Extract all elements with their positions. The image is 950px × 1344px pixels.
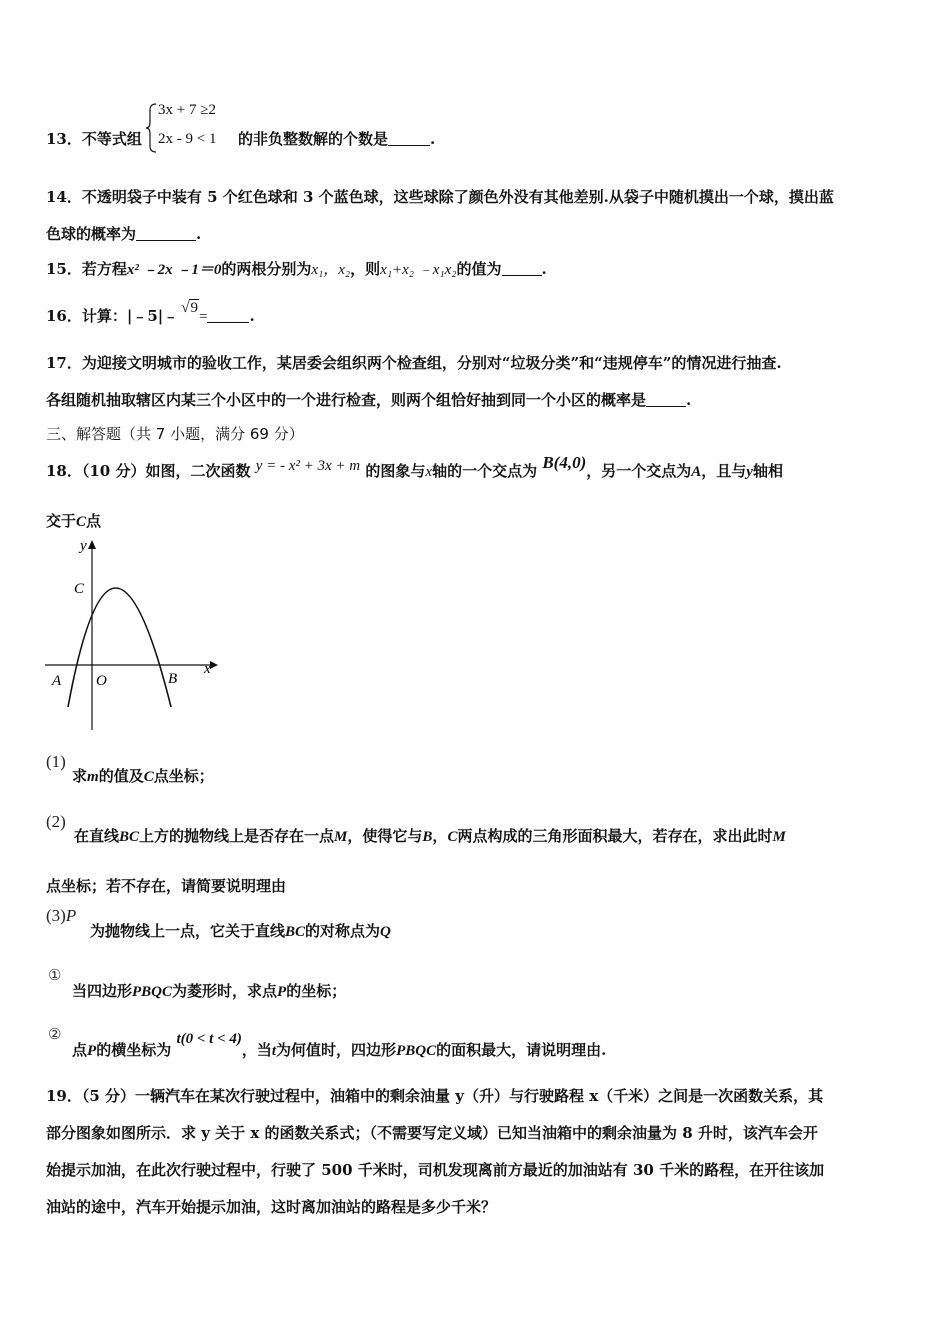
q18-line-1 [46, 453, 783, 481]
q18-part2-e: 两点构成的三角形面积最大，若存在，求出此时 [457, 827, 773, 845]
q15-middle: 的两根分别为 [221, 260, 312, 278]
q16-line [46, 300, 255, 326]
q17-line-1: 17．为迎接文明城市的验收工作，某居委会组织两个检查组，分别对“垃圾分类”和“违规停车”的情况进行抽查. [46, 354, 782, 372]
q17-end: . [686, 391, 692, 409]
q18-sub2-e: 的面积最大，请说明理由. [436, 1041, 607, 1059]
q18-line-2-b: 点 [86, 512, 102, 530]
q18-sub2-c: ，当 [241, 1041, 272, 1059]
q15-expression: x₁+x₂ ﹣x₁x₂ [380, 262, 457, 278]
graph-label-a: A [52, 673, 62, 689]
q13-line [46, 128, 142, 149]
q18-part1-m: m [87, 769, 99, 785]
q19-line-1: 19．（5 分）一辆汽车在某次行驶过程中，油箱中的剩余油量 y（升）与行驶路程 x（千米）之间是一次函数关系，其 [46, 1087, 824, 1105]
q18-sub2-a: 点 [72, 1041, 88, 1059]
graph-x-arrow [210, 661, 218, 669]
q18-sub1-c: 的坐标； [286, 982, 347, 1000]
q18-mid2: 轴的一个交点为 [432, 462, 538, 480]
section-3-heading: 三、解答题（共 7 小题，满分 69 分） [46, 425, 304, 443]
q18-sub1-pbqc: PBQC [132, 984, 173, 1000]
q15-then: ，则 [350, 260, 381, 278]
q18-sub1-b: 为菱形时，求点 [172, 982, 278, 1000]
q19-line-4: 油站的途中，汽车开始提示加油，这时离加油站的路程是多少千米？ [46, 1198, 497, 1216]
q18-point-c: C [76, 514, 87, 530]
q18-part3-marker-text: (3) [46, 906, 66, 925]
q18-part3-line [90, 920, 391, 941]
q16-prefix: 16．计算：|﹣5|﹣ [46, 307, 179, 325]
q18-part2-bc: BC [119, 829, 140, 845]
graph-y-arrow [88, 540, 96, 549]
q18-sub2-line [72, 1031, 607, 1060]
q18-mid5: 轴相 [752, 462, 783, 480]
q15-line [46, 258, 547, 279]
q18-part3-b: 的对称点为 [305, 922, 381, 940]
q15-answer-blank [502, 261, 542, 276]
q16-equals: = [198, 309, 208, 325]
q18-sub1-a: 当四边形 [72, 982, 133, 1000]
q18-x-axis-label: x [425, 464, 433, 480]
q18-sub1-line [72, 980, 346, 1001]
q18-point-b: B(4,0) [542, 453, 587, 472]
q14-line-2-text: 色球的概率为 [46, 225, 137, 243]
q18-sub2-d: 为何值时，四边形 [276, 1041, 397, 1059]
q18-part2-b-point: B [422, 829, 433, 845]
q18-line-2-a: 交于 [46, 512, 77, 530]
q18-sub2-marker: ② [48, 1025, 62, 1043]
q18-part1-line [72, 765, 214, 786]
q18-prefix: 18．（10 分）如图，二次函数 [46, 462, 251, 480]
q15-suffix: 的值为 [456, 260, 502, 278]
q14-answer-blank [136, 226, 196, 241]
q18-part1-a: 求 [72, 767, 88, 785]
q19-line-3: 始提示加油，在此次行驶过程中，行驶了 500 千米时，司机发现离前方最近的加油站有 30 千米的路程，在开往该加 [46, 1161, 825, 1179]
q18-mid4: ，且与 [701, 462, 747, 480]
q18-part2-b: 上方的抛物线上是否存在一点 [139, 827, 335, 845]
q18-part2-c-point: C [447, 829, 458, 845]
q13-suffix: 的非负整数解的个数是 [238, 130, 389, 148]
q18-sub1-p: P [277, 984, 287, 1000]
q18-sub2-pbqc: PBQC [396, 1043, 437, 1059]
q18-part3-q: Q [380, 924, 391, 940]
q18-part2-line [74, 825, 786, 846]
q13-suffix-line [238, 128, 435, 149]
graph-label-x: x [204, 661, 211, 677]
graph-label-c: C [74, 581, 85, 597]
q17-line-2 [46, 389, 691, 410]
q16-end: . [249, 307, 255, 325]
q13-end: . [430, 130, 436, 148]
q18-part2-d: ， [432, 827, 448, 845]
q18-sub2-t: t [271, 1043, 277, 1059]
q18-sub2-p: P [87, 1043, 97, 1059]
q17-line-2-text: 各组随机抽取辖区内某三个小区中的一个进行检查，则两个组恰好抽到同一个小区的概率是 [46, 391, 647, 409]
q15-end: . [541, 260, 547, 278]
q18-part2-c: ，使得它与 [347, 827, 423, 845]
q15-equation: x² ﹣2x ﹣1＝0 [126, 262, 222, 278]
q18-part2-line-2: 点坐标；若不存在，请简要说明理由 [46, 877, 287, 895]
q18-part3-marker [46, 906, 76, 926]
q18-mid1: 的图象与 [365, 462, 426, 480]
q18-part3-p: P [65, 906, 77, 925]
q18-part2-a: 在直线 [74, 827, 120, 845]
q13-answer-blank [388, 131, 430, 146]
q18-mid3: ，另一个交点为 [586, 462, 692, 480]
graph-parabola [68, 588, 171, 707]
q18-part3-bc: BC [285, 924, 306, 940]
q18-function: y = - x² + 3x + m [255, 458, 361, 474]
q18-part1-c: 点坐标； [153, 767, 214, 785]
q18-sub1-marker: ① [48, 966, 62, 984]
q18-part1-marker: (1) [46, 752, 66, 771]
q18-part3-a: 为抛物线上一点，它关于直线 [90, 922, 286, 940]
q18-sub2-b: 的横坐标为 [96, 1041, 172, 1059]
q17-answer-blank [646, 392, 686, 407]
q14-line-2 [46, 223, 201, 244]
q19-line-2: 部分图象如图所示．求 y 关于 x 的函数关系式；（不需要写定义域）已知当油箱中的剩余油量为 8 升时，该汽车会开 [46, 1124, 818, 1142]
q16-sqrt: √9 [181, 300, 198, 316]
q15-prefix: 15．若方程 [46, 260, 127, 278]
graph-label-o: O [96, 673, 107, 689]
q18-line-2 [46, 510, 101, 531]
q18-sub2-range: t(0 < t < 4) [176, 1031, 242, 1047]
q18-part2-m2: M [772, 829, 786, 845]
q18-point-a: A [691, 464, 702, 480]
graph-label-y: y [80, 538, 87, 554]
graph-label-b: B [168, 671, 178, 687]
q15-roots: x₁，x₂ [311, 262, 351, 278]
q13-inequality-2: 2x - 9 < 1 [158, 131, 217, 147]
q13-inequality-1: 3x + 7 ≥2 [158, 102, 216, 118]
q18-part1-c-point: C [143, 769, 154, 785]
q16-radicand: 9 [190, 300, 198, 316]
q18-part1-b: 的值及 [98, 767, 144, 785]
q13-prefix: 13．不等式组 [46, 130, 142, 148]
q18-parabola-graph [40, 535, 230, 735]
q13-brace [146, 102, 158, 154]
q18-y-axis-label: y [746, 464, 753, 480]
q14-line-1: 14．不透明袋子中装有 5 个红色球和 3 个蓝色球，这些球除了颜色外没有其他差别.从袋子中随机摸出一个球，摸出蓝 [46, 188, 834, 206]
q18-part2-marker: (2) [46, 812, 66, 831]
q14-end: . [196, 225, 202, 243]
q16-answer-blank [207, 308, 249, 323]
q18-part2-m: M [334, 829, 348, 845]
